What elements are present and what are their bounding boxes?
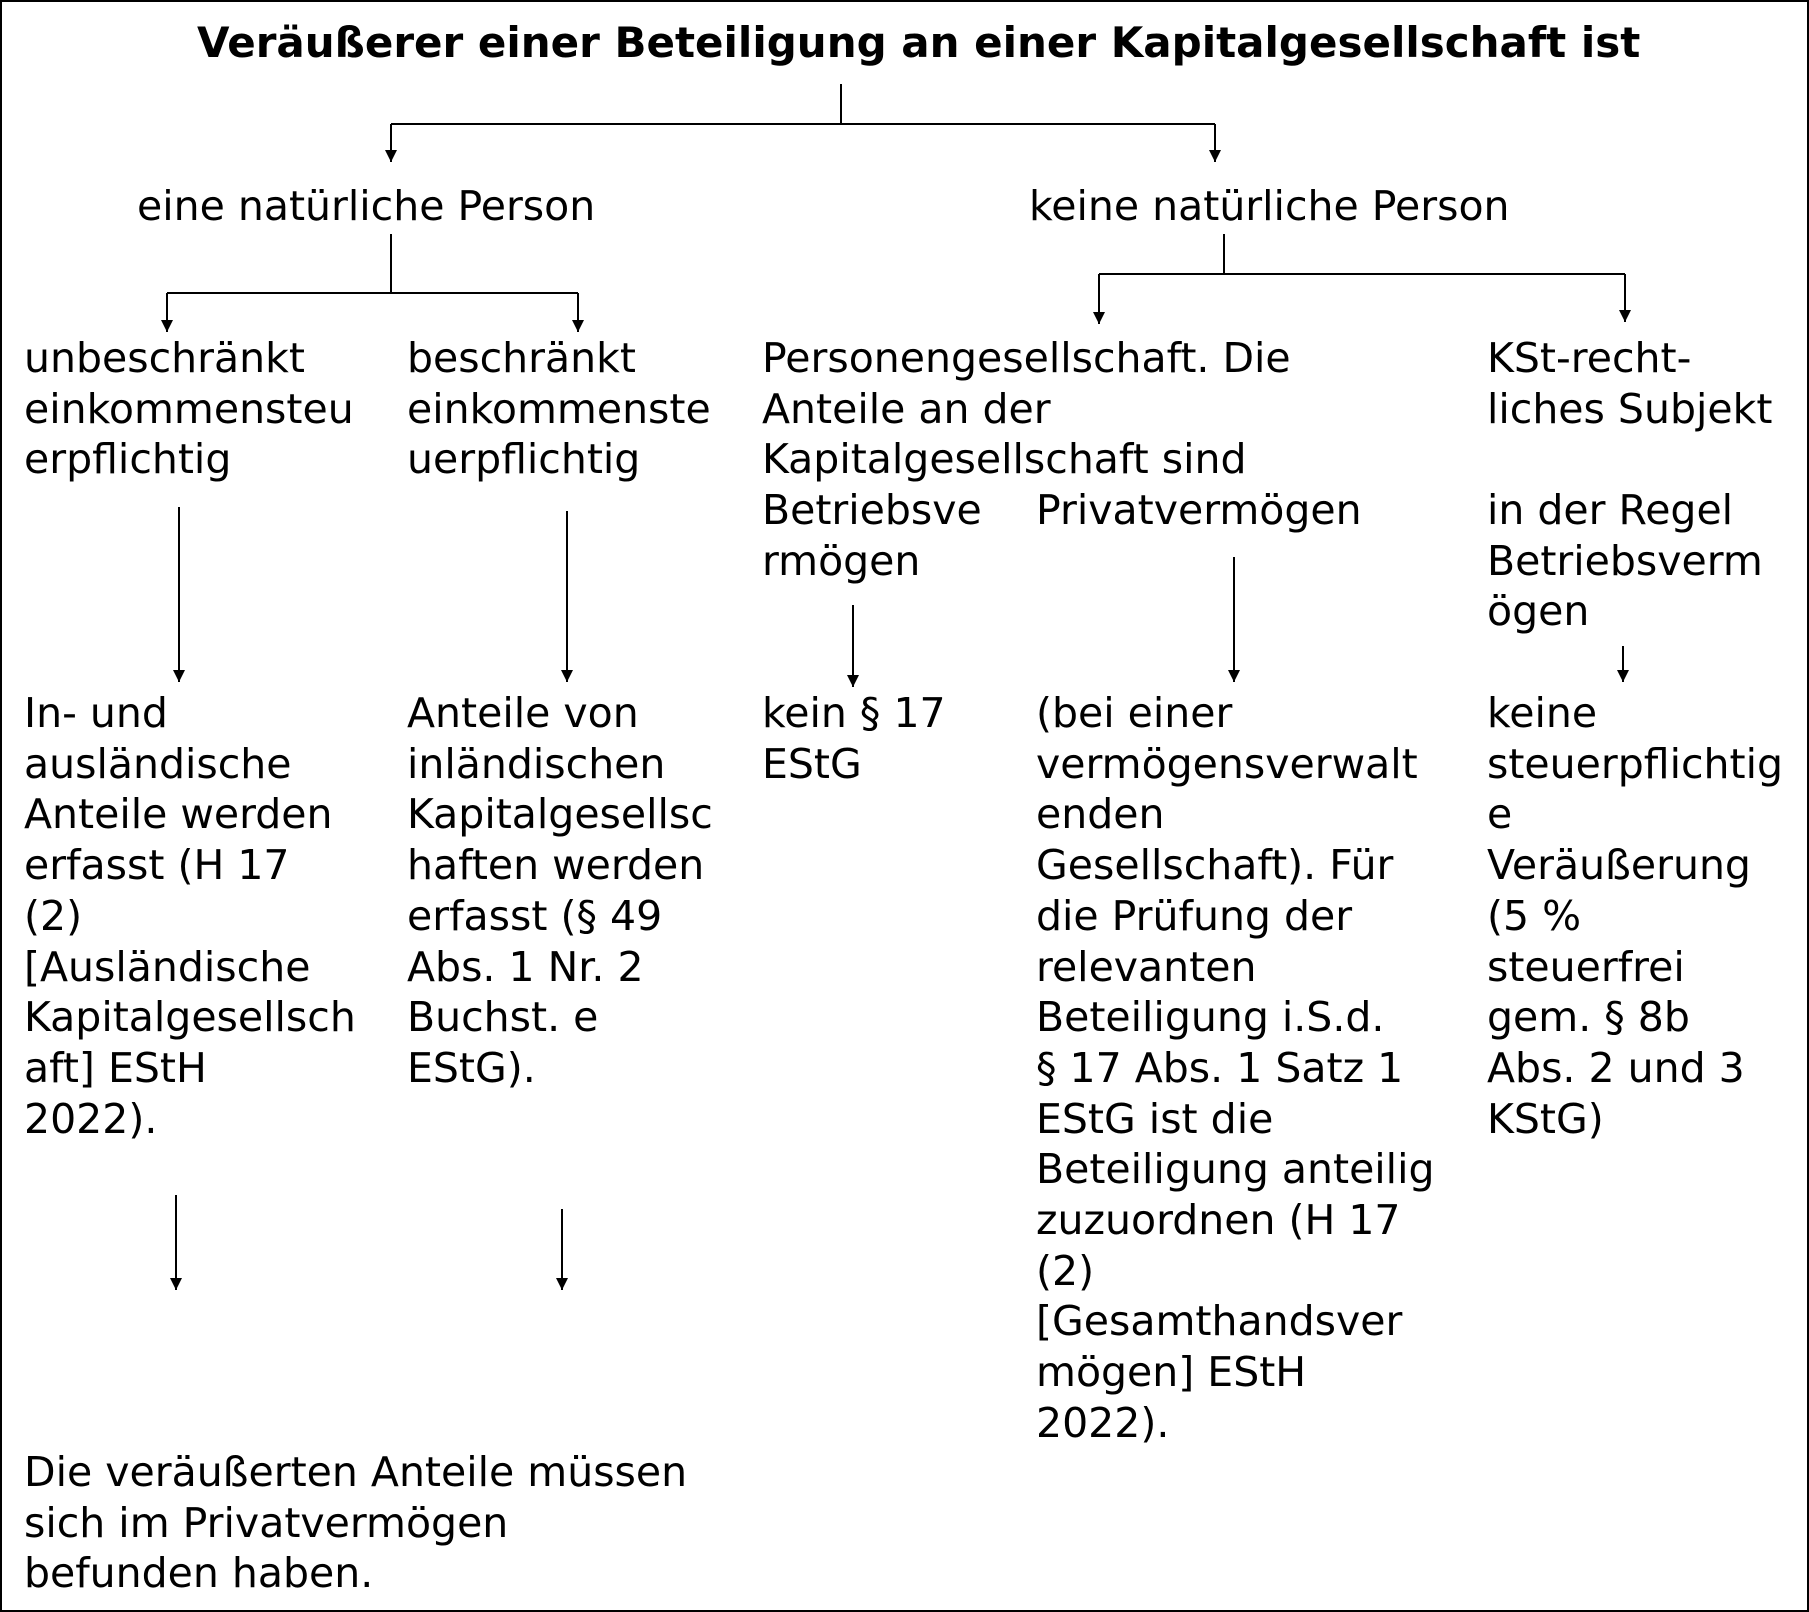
corporation-label: KSt-recht- liches Subjekt [1487, 334, 1773, 433]
branch-natural-person: eine natürliche Person [137, 182, 596, 230]
unlimited-result: In- und ausländische Anteile werden erfasst (H 17 (2) [Ausländische Kapitalgesellsch aft] EStH 2022). [24, 689, 356, 1143]
private-assets-result: (bei einer vermögensverwalt enden Gesellschaft). Für die Prüfung der relevanten Beteiligung i.S.d. § 17 Abs. 1 Satz 1 EStG ist die Beteiligung anteilig zuzuordnen (H 17 (2) [Gesamthandsver mögen] EStH 2022). [1036, 689, 1435, 1447]
business-assets-label: Betriebsve rmögen [762, 486, 982, 585]
unlimited-tax-liability: unbeschränkt einkommensteu erpflichtig [24, 334, 354, 484]
corporation-assets-label: in der Regel Betriebsverm ögen [1487, 486, 1763, 636]
diagram-title: Veräußerer einer Beteiligung an einer Kapitalgesellschaft ist [197, 18, 1641, 67]
partnership-label: Personengesellschaft. Die Anteile an der Kapitalgesellschaft sind [762, 334, 1291, 484]
conclusion-private-assets: Die veräußerten Anteile müssen sich im Privatvermögen befunden haben. [24, 1448, 688, 1598]
corporation-result: keine steuerpflichtig e Veräußerung (5 % steuerfrei gem. § 8b Abs. 2 und 3 KStG) [1487, 689, 1783, 1143]
private-assets-label: Privatvermögen [1036, 486, 1362, 534]
business-assets-result: kein § 17 EStG [762, 689, 946, 788]
limited-result: Anteile von inländischen Kapitalgesellsc haften werden erfasst (§ 49 Abs. 1 Nr. 2 Buchst. e EStG). [407, 689, 713, 1092]
branch-non-natural-person: keine natürliche Person [1029, 182, 1510, 230]
limited-tax-liability: beschränkt einkommenste uerpflichtig [407, 334, 711, 484]
